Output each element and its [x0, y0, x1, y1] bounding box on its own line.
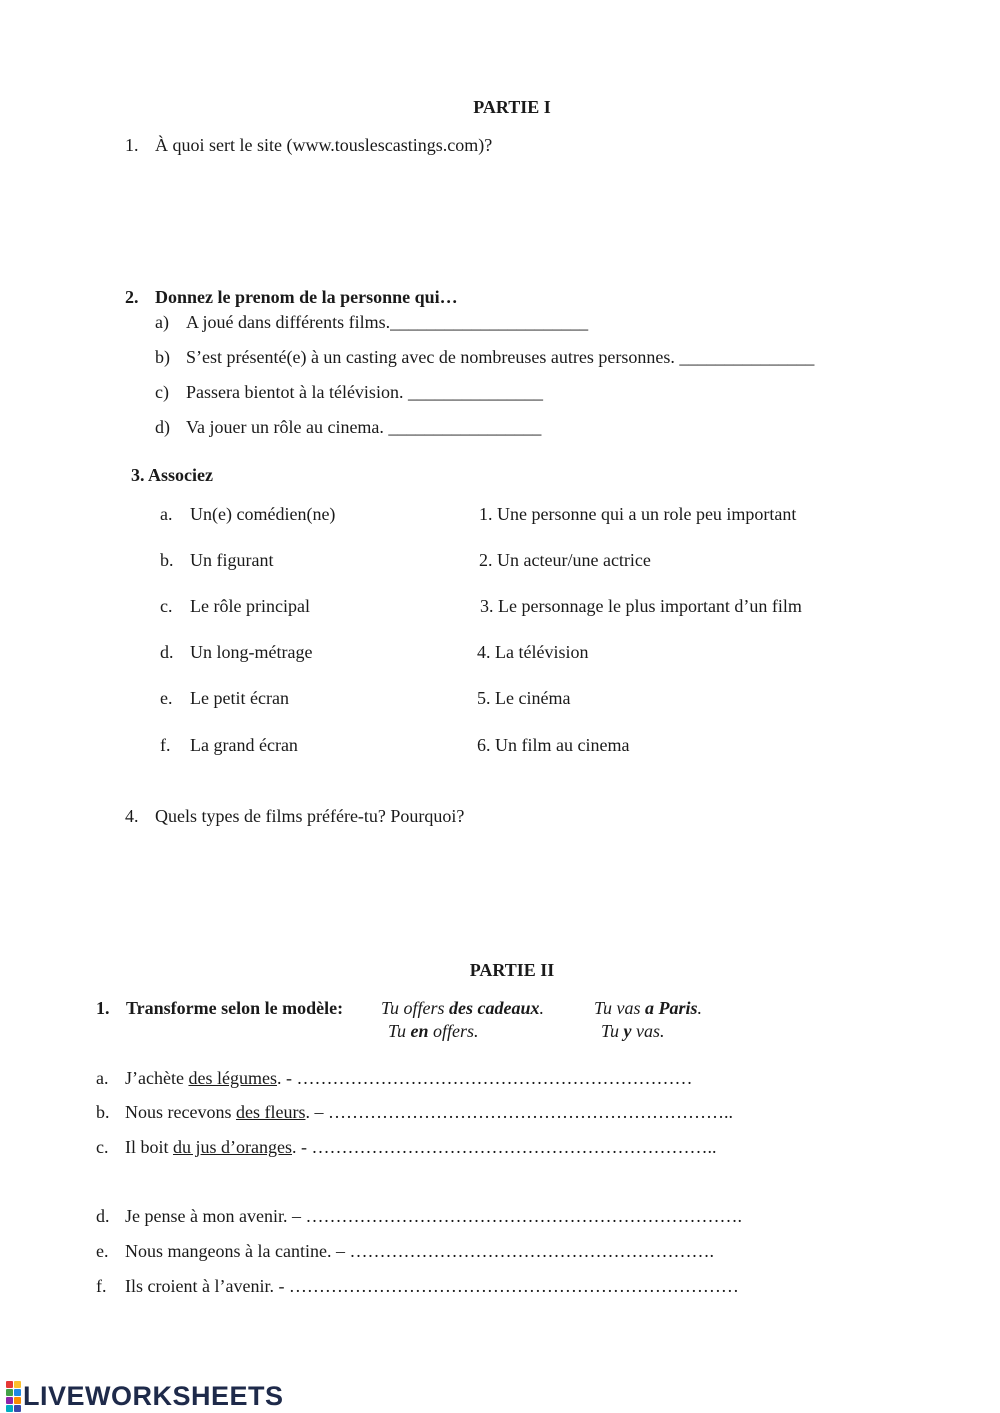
match-right-definition: 3. Le personnage le plus important d’un film: [480, 596, 802, 616]
partie-1-title: PARTIE I: [473, 97, 551, 117]
question-1-number: 1.: [125, 135, 139, 155]
q2-item-letter: d): [155, 417, 170, 437]
question-2-number: 2.: [125, 287, 139, 307]
match-left-letter: a.: [160, 504, 173, 524]
exercise-sentence: Il boit du jus d’oranges. - …………………………………………………………..: [125, 1137, 717, 1157]
match-left-letter: d.: [160, 642, 174, 662]
exercise-sentence: J’achète des légumes. - …………………………………………………………: [125, 1068, 693, 1088]
liveworksheets-logo[interactable]: [6, 1381, 284, 1411]
question-4-text: Quels types de films préfére-tu? Pourquoi?: [155, 806, 465, 826]
match-right-definition: 5. Le cinéma: [477, 688, 571, 708]
exercise-sentence: Ils croient à l’avenir. - …………………………………………………………………: [125, 1276, 739, 1296]
match-left-term: Un(e) comédien(ne): [190, 504, 336, 524]
q2-item-letter: b): [155, 347, 170, 367]
model-example-2-line-1: Tu vas a Paris.: [594, 998, 703, 1018]
exercise-sentence: Je pense à mon avenir. – ……………………………………………………………….: [125, 1206, 742, 1226]
logo-block: [14, 1381, 21, 1388]
exercise-letter: e.: [96, 1241, 109, 1261]
question-3-title: 3. Associez: [131, 465, 213, 485]
question-2-text: Donnez le prenom de la personne qui…: [155, 287, 458, 307]
q2-item-letter: a): [155, 312, 169, 332]
logo-block: [6, 1381, 13, 1388]
match-left-letter: e.: [160, 688, 173, 708]
match-left-term: La grand écran: [190, 735, 298, 755]
q2-item-text: A joué dans différents films.______________________: [186, 312, 589, 332]
q2-item-text: S’est présenté(e) à un casting avec de nombreuses autres personnes. _______________: [186, 347, 815, 367]
question-4-number: 4.: [125, 806, 139, 826]
logo-block: [6, 1389, 13, 1396]
match-left-letter: c.: [160, 596, 173, 616]
logo-blocks-icon: [6, 1381, 21, 1412]
match-left-term: Un long-métrage: [190, 642, 313, 662]
q2-item-text: Passera bientot à la télévision. _______________: [186, 382, 543, 402]
model-example-2-line-2: Tu y vas.: [601, 1021, 665, 1041]
match-left-letter: b.: [160, 550, 174, 570]
logo-block: [6, 1405, 13, 1412]
exercise-letter: a.: [96, 1068, 109, 1088]
exercise-letter: b.: [96, 1102, 110, 1122]
match-right-definition: 2. Un acteur/une actrice: [479, 550, 651, 570]
exercise-letter: d.: [96, 1206, 110, 1226]
match-left-term: Le rôle principal: [190, 596, 310, 616]
exercise-sentence: Nous recevons des fleurs. – …………………………………………………………..: [125, 1102, 733, 1122]
match-right-definition: 4. La télévision: [477, 642, 589, 662]
logo-block: [14, 1397, 21, 1404]
match-left-letter: f.: [160, 735, 171, 755]
match-left-term: Un figurant: [190, 550, 274, 570]
model-example-1-line-1: Tu offers des cadeaux.: [381, 998, 545, 1018]
transform-number: 1.: [96, 998, 110, 1018]
logo-block: [6, 1397, 13, 1404]
exercise-letter: f.: [96, 1276, 107, 1296]
transform-label: Transforme selon le modèle:: [126, 998, 344, 1018]
q2-item-letter: c): [155, 382, 169, 402]
exercise-sentence: Nous mangeons à la cantine. – …………………………………………………….: [125, 1241, 714, 1261]
logo-block: [14, 1389, 21, 1396]
match-left-term: Le petit écran: [190, 688, 289, 708]
logo-text: LIVEWORKSHEETS: [23, 1381, 284, 1411]
model-example-1-line-2: Tu en offers.: [388, 1021, 479, 1041]
match-right-definition: 1. Une personne qui a un role peu important: [479, 504, 797, 524]
partie-2-title: PARTIE II: [469, 960, 555, 980]
question-1-text: À quoi sert le site (www.touslescastings.com)?: [155, 135, 493, 155]
logo-block: [14, 1405, 21, 1412]
q2-item-text: Va jouer un rôle au cinema. _________________: [186, 417, 542, 437]
exercise-letter: c.: [96, 1137, 109, 1157]
match-right-definition: 6. Un film au cinema: [477, 735, 630, 755]
